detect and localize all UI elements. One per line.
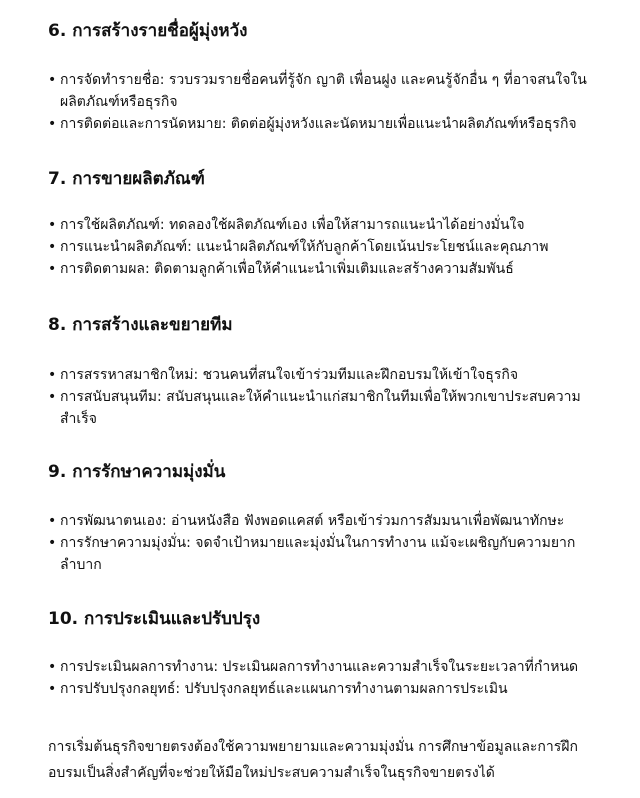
section-10-heading: 10. การประเมินและปรับปรุง (48, 609, 261, 629)
list-item: • การแนะนำผลิตภัณฑ์: แนะนำผลิตภัณฑ์ให้กับลูกค้าโดยเน้นประโยชน์และคุณภาพ (48, 236, 608, 258)
list-item: • การพัฒนาตนเอง: อ่านหนังสือ ฟังพอดแคสต์ หรือเข้าร่วมการสัมมนาเพื่อพัฒนาทักษะ (48, 510, 608, 532)
section-8-list (48, 364, 608, 430)
section-8-heading: 8. การสร้างและขยายทีม (48, 315, 233, 335)
closing-paragraph: การเริ่มต้นธุรกิจขายตรงต้องใช้ความพยายามและความมุ่งมั่น การศึกษาข้อมูลและการฝึกอบรมเป็นสิ่งสำคัญที่จะช่วยให้มือใหม่ประสบความสำเร็จในธุรกิจขายตรงได้ (48, 739, 578, 781)
list-item: • การปรับปรุงกลยุทธ์: ปรับปรุงกลยุทธ์และแผนการทำงานตามผลการประเมิน (48, 678, 608, 700)
list-item: • การติดตามผล: ติดตามลูกค้าเพื่อให้คำแนะนำเพิ่มเติมและสร้างความสัมพันธ์ (48, 258, 608, 280)
list-item: • การติดต่อและการนัดหมาย: ติดต่อผู้มุ่งหวังและนัดหมายเพื่อแนะนำผลิตภัณฑ์หรือธุรกิจ (48, 113, 608, 135)
list-item: • การสนับสนุนทีม: สนับสนุนและให้คำแนะนำแก่สมาชิกในทีมเพื่อให้พวกเขาประสบความสำเร็จ (48, 386, 608, 430)
section-9-list (48, 510, 608, 576)
list-item: • การใช้ผลิตภัณฑ์: ทดลองใช้ผลิตภัณฑ์เอง เพื่อให้สามารถแนะนำได้อย่างมั่นใจ (48, 214, 608, 236)
section-7-heading: 7. การขายผลิตภัณฑ์ (48, 169, 205, 189)
list-item: • การสรรหาสมาชิกใหม่: ชวนคนที่สนใจเข้าร่วมทีมและฝึกอบรมให้เข้าใจธุรกิจ (48, 364, 608, 386)
list-item: • การประเมินผลการทำงาน: ประเมินผลการทำงานและความสำเร็จในระยะเวลาที่กำหนด (48, 656, 608, 678)
list-item: • การจัดทำรายชื่อ: รวบรวมรายชื่อคนที่รู้จัก ญาติ เพื่อนฝูง และคนรู้จักอื่น ๆ ที่อาจสนใจในผลิตภัณฑ์หรือธุรกิจ (48, 69, 608, 113)
list-item: • การรักษาความมุ่งมั่น: จดจำเป้าหมายและมุ่งมั่นในการทำงาน แม้จะเผชิญกับความยากลำบาก (48, 532, 608, 576)
section-10-list (48, 656, 608, 700)
section-6-list (48, 69, 608, 135)
section-7-list (48, 214, 608, 280)
section-9-heading: 9. การรักษาความมุ่งมั่น (48, 462, 226, 482)
section-6-heading: 6. การสร้างรายชื่อผู้มุ่งหวัง (48, 21, 248, 41)
